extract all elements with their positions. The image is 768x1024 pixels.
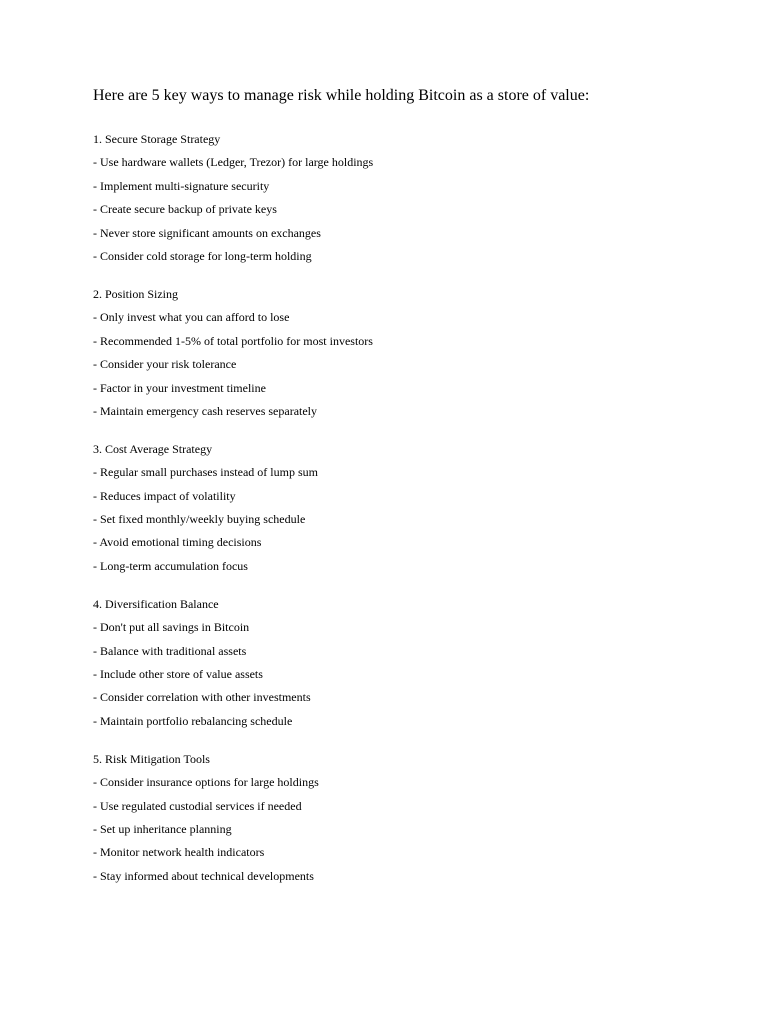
section-cost-average <box>93 442 733 574</box>
document-page <box>93 86 733 907</box>
section-position-sizing <box>93 287 733 419</box>
section-heading: 2. Position Sizing <box>93 286 179 301</box>
list-item: - Create secure backup of private keys <box>93 202 277 217</box>
list-item: - Long-term accumulation focus <box>93 558 248 573</box>
list-item: - Use regulated custodial services if needed <box>93 798 302 813</box>
list-item: - Monitor network health indicators <box>93 845 265 860</box>
section-heading: 1. Secure Storage Strategy <box>93 132 221 146</box>
section-risk-mitigation <box>93 752 733 884</box>
list-item: - Consider your risk tolerance <box>93 357 237 372</box>
list-item: - Set up inheritance planning <box>93 821 232 836</box>
section-heading: 3. Cost Average Strategy <box>93 441 213 456</box>
list-item: - Regular small purchases instead of lump sum <box>93 465 318 480</box>
list-item: - Recommended 1-5% of total portfolio for most investors <box>93 333 373 348</box>
document-title: Here are 5 key ways to manage risk while holding Bitcoin as a store of value: <box>93 87 590 104</box>
list-item: - Factor in your investment timeline <box>93 380 266 395</box>
list-item: - Don't put all savings in Bitcoin <box>93 620 250 635</box>
list-item: - Balance with traditional assets <box>93 643 247 658</box>
list-item: - Consider correlation with other investments <box>93 690 311 705</box>
list-item: - Maintain emergency cash reserves separately <box>93 403 318 418</box>
list-item: - Set fixed monthly/weekly buying schedule <box>93 512 306 527</box>
list-item: - Stay informed about technical developments <box>93 868 314 883</box>
section-diversification <box>93 597 733 729</box>
list-item: - Consider cold storage for long-term holding <box>93 248 312 263</box>
section-heading: 4. Diversification Balance <box>93 596 219 611</box>
section-secure-storage <box>93 132 733 264</box>
list-item: - Never store significant amounts on exchanges <box>93 225 321 240</box>
list-item: - Include other store of value assets <box>93 667 263 682</box>
section-heading: 5. Risk Mitigation Tools <box>93 751 210 766</box>
list-item: - Avoid emotional timing decisions <box>93 535 262 550</box>
list-item: - Reduces impact of volatility <box>93 488 236 503</box>
list-item: - Use hardware wallets (Ledger, Trezor) for large holdings <box>93 155 374 170</box>
list-item: - Implement multi-signature security <box>93 178 270 193</box>
list-item: - Consider insurance options for large holdings <box>93 775 319 790</box>
list-item: - Only invest what you can afford to lose <box>93 310 290 325</box>
list-item: - Maintain portfolio rebalancing schedule <box>93 713 293 728</box>
